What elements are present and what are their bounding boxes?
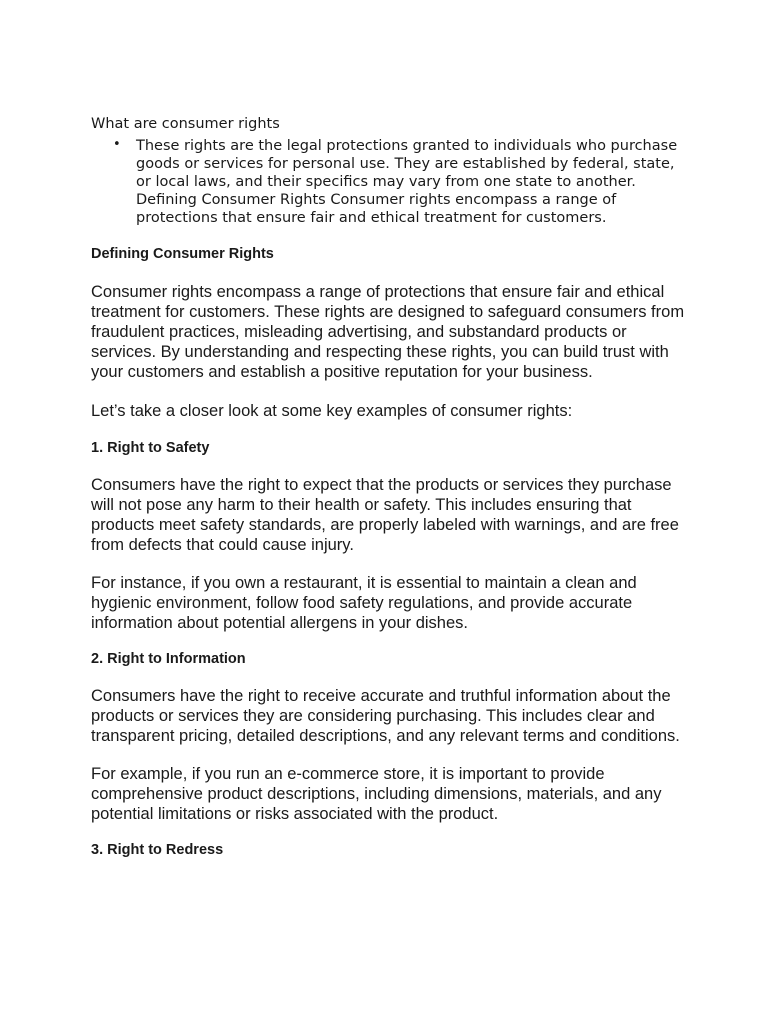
paragraph-information-2: For example, if you run an e-commerce store, it is important to provide comprehensive product descriptions, including dimensions, materials, and any potential limitations or risks associated with the product. bbox=[91, 765, 662, 823]
paragraph-safety-1: Consumers have the right to expect that the products or services they purchase will not pose any harm to their health or safety. This includes ensuring that products meet safety standards, are properly labeled with warnings, and are free from defects that could cause injury. bbox=[91, 476, 679, 554]
paragraph-information-1: Consumers have the right to receive accurate and truthful information about the products or services they are considering purchasing. This includes clear and transparent pricing, detailed descriptions, and any relevant terms and conditions. bbox=[91, 687, 680, 745]
intro-title: What are consumer rights bbox=[91, 116, 280, 132]
paragraph-lead-in: Let’s take a closer look at some key examples of consumer rights: bbox=[91, 402, 573, 420]
section-heading-redress: 3. Right to Redress bbox=[91, 842, 224, 858]
paragraph-safety-2: For instance, if you own a restaurant, it is essential to maintain a clean and hygienic environment, follow food safety regulations, and provide accurate information about potential allergens in your dishes. bbox=[91, 574, 637, 632]
section-heading-safety: 1. Right to Safety bbox=[91, 440, 210, 456]
intro-bullet-list bbox=[91, 137, 691, 227]
section-heading-information: 2. Right to Information bbox=[91, 651, 246, 667]
section-heading-defining: Defining Consumer Rights bbox=[91, 246, 274, 262]
bullet-icon: • bbox=[113, 137, 121, 152]
paragraph-defining: Consumer rights encompass a range of protections that ensure fair and ethical treatment for customers. These rights are designed to safeguard consumers from fraudulent practices, misleading advertising, and substandard products or services. By understanding and respecting these rights, you can build trust with your customers and establish a positive reputation for your business. bbox=[91, 283, 685, 381]
list-item bbox=[91, 137, 691, 227]
bullet-text: These rights are the legal protections granted to individuals who purchase goods or services for personal use. They are established by federal, state, or local laws, and their specifics may vary from one state to another. Defining Consumer Rights Consumer rights encompass a range of protections that ensure fair and ethical treatment for customers. bbox=[136, 138, 678, 226]
document-body bbox=[91, 115, 691, 859]
